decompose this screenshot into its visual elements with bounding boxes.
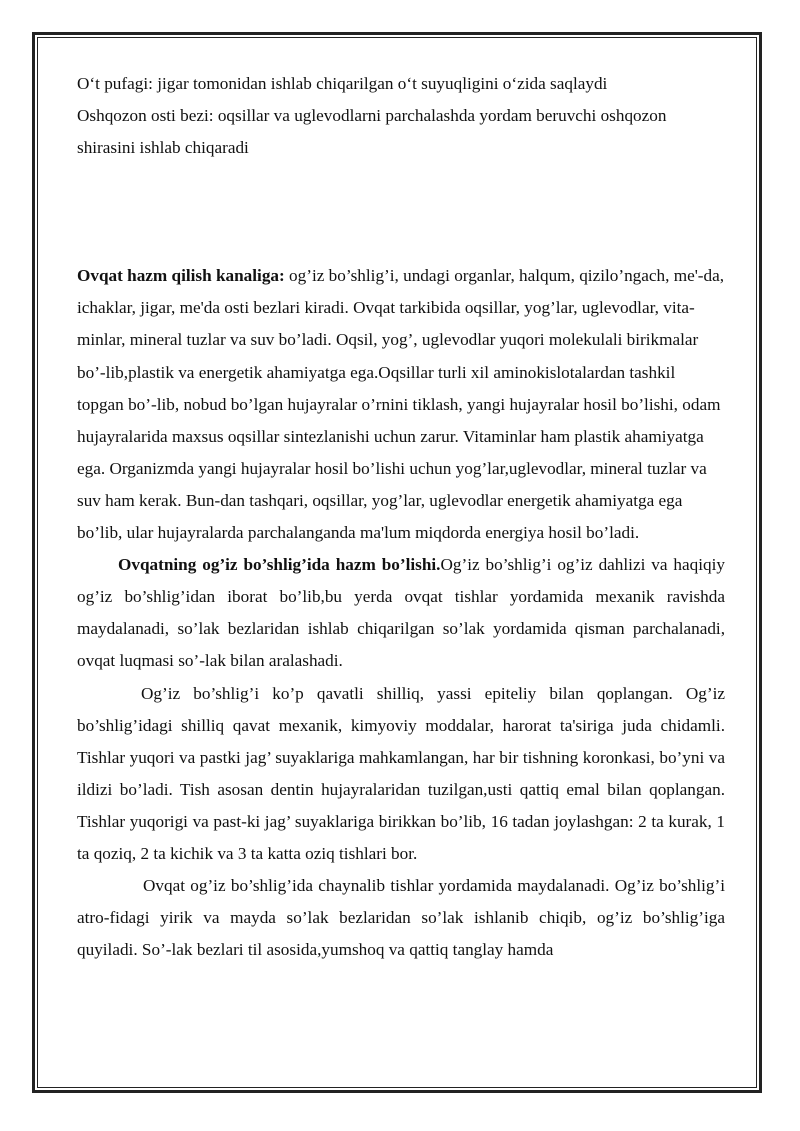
paragraph-digestive-canal [77,260,725,549]
paragraph-chewing: Ovqat og’iz bo’shlig’ida chaynalib tishlar yordamida maydalanadi. Og’iz bo’shlig’i atro-fidagi yirik va mayda so’lak bezlaridan so’lak ishlanib chiqib, og’iz bo’shlig’iga quyiladi. So’-lak bezlari til asosida,yumshoq va qattiq tanglay hamda [77,876,725,960]
paragraph-gallbladder: O‘t pufagi: jigar tomonidan ishlab chiqarilgan o‘t suyuqligini o‘zida saqlaydi [77,74,608,93]
paragraph-gap [77,164,725,260]
document-body [77,68,725,966]
intro-block [77,68,725,164]
text-oral-digestion: Og’iz bo’shlig’i og’iz dahlizi va haqiqiy og’iz bo’shlig’idan iborat bo’lib,bu yerda ovqat tishlar yordamida mexanik ravishda maydalanadi, so’lak bezlaridan ishlab chiqarilgan so’lak yordamida qisman parchalanadi, ovqat luqmasi so’-lak bilan aralashadi. [77,555,725,671]
paragraph-pancreas: Oshqozon osti bezi: oqsillar va uglevodlarni parchalashda yordam beruvchi oshqozon shirasini ishlab chiqaradi [77,106,667,158]
heading-digestive-canal: Ovqat hazm qilish kanaliga: [77,266,285,286]
paragraph-oral-cavity: Og’iz bo’shlig’i ko’p qavatli shilliq, yassi epiteliy bilan qoplangan. Og’iz bo’shlig’idagi shilliq qavat mexanik, kimyoviy moddalar, harorat ta'siriga juda chidamli. Tishlar yuqori va pastki jag’ suyaklariga mahkamlangan, har bir tishning koronkasi, bo’yni va ildizi bo’ladi. Tish asosan dentin hujayralaridan tuzilgan,usti qattiq emal bilan qoplangan. Tishlar yuqorigi va past-ki jag’ suyaklariga birikkan bo’lib, 16 tadan joylashgan: 2 ta kurak, 1 ta qoziq, 2 ta kichik va 3 ta katta oziq tishlari bor. [77,683,725,863]
heading-oral-digestion: Ovqatning og’iz bo’shlig’ida hazm bo’lishi. [118,555,441,575]
paragraph-oral-digestion [77,549,725,677]
text-digestive-canal: og’iz bo’shlig’i, undagi organlar, halqum, qizilo’ngach, me'-da, ichaklar, jigar, me'da osti bezlari kiradi. Ovqat tarkibida oqsillar, yog’lar, uglevodlar, vita-minlar, mineral tuzlar va suv bo’ladi. Oqsil, yog’, uglevodlar yuqori molekulali birikmalar bo’-lib,plastik va energetik ahamiyatga ega.Oqsillar turli xil aminokislotalardan tashkil topgan bo’-lib, nobud bo’lgan hujayralar o’rnini tiklash, yangi hujayralar hosil bo’lishi, odam hujayralarida maxsus oqsillar sintezlanishi uchun zarur. Vitaminlar ham plastik ahamiyatga ega. Organizmda yangi hujayralar hosil bo’lishi uchun yog’lar,uglevodlar, mineral tuzlar va suv ham kerak. Bun-dan tashqari, oqsillar, yog’lar, uglevodlar energetik ahamiyatga ega bo’lib, ular hujayralarda parchalanganda ma'lum miqdorda energiya hosil bo’ladi. [77,266,725,543]
